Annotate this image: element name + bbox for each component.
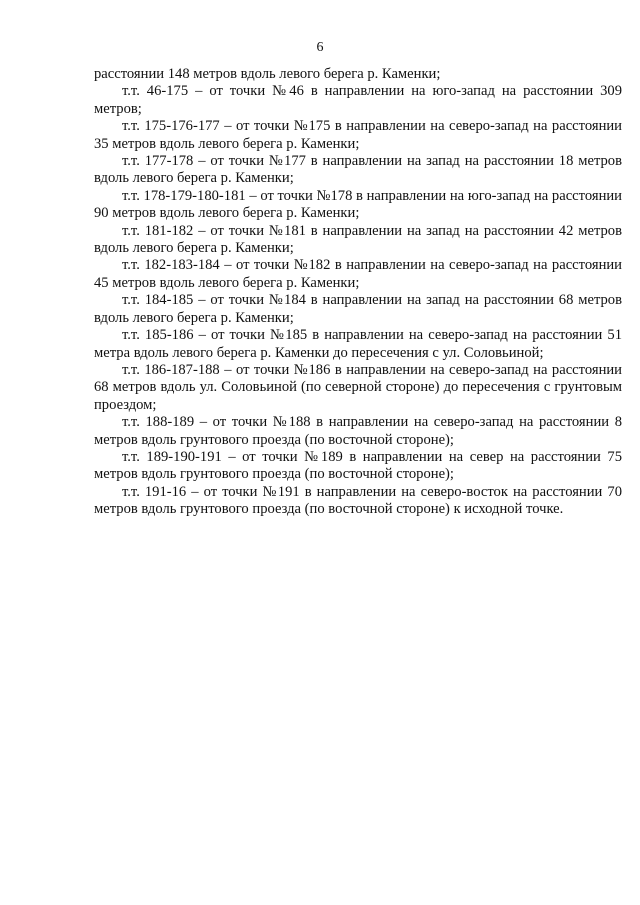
paragraph-segment-191-16: т.т. 191-16 – от точки №191 в направлении на северо-восток на расстоянии 70 метров вдоль грунтового проезда (по восточной стороне) к исходной точке. <box>94 483 622 518</box>
paragraph-segment-186-188: т.т. 186-187-188 – от точки №186 в направлении на северо-запад на расстоянии 68 метров вдоль ул. Соловьиной (по северной стороне) до пересечения с грунтовым проездом; <box>94 361 622 413</box>
paragraph-segment-189-191: т.т. 189-190-191 – от точки №189 в направлении на север на расстоянии 75 метров вдоль грунтового проезда (по восточной стороне); <box>94 448 622 483</box>
paragraph-segment-177-178: т.т. 177-178 – от точки №177 в направлении на запад на расстоянии 18 метров вдоль левого берега р. Каменки; <box>94 153 622 187</box>
paragraph-continuation: расстоянии 148 метров вдоль левого берега р. Каменки; <box>94 66 441 82</box>
document-body <box>94 66 622 519</box>
paragraph-segment-46-175: т.т. 46-175 – от точки №46 в направлении на юго-запад на расстоянии 309 метров; <box>94 83 622 117</box>
paragraph-segment-181-182: т.т. 181-182 – от точки №181 в направлении на запад на расстоянии 42 метров вдоль левого берега р. Каменки; <box>94 222 622 257</box>
page-number: 6 <box>316 40 324 55</box>
paragraph-segment-188-189: т.т. 188-189 – от точки №188 в направлении на северо-запад на расстоянии 8 метров вдоль грунтового проезда (по восточной стороне); <box>94 414 622 448</box>
paragraph-segment-178-181: т.т. 178-179-180-181 – от точки №178 в направлении на юго-запад на расстоянии 90 метров вдоль левого берега р. Каменки; <box>94 187 622 222</box>
paragraph-segment-185-186: т.т. 185-186 – от точки №185 в направлении на северо-запад на расстоянии 51 метра вдоль левого берега р. Каменки до пересечения с ул. Соловьиной; <box>94 327 622 361</box>
paragraph-segment-182-184: т.т. 182-183-184 – от точки №182 в направлении на северо-запад на расстоянии 45 метров вдоль левого берега р. Каменки; <box>94 257 622 291</box>
paragraph-segment-175-177: т.т. 175-176-177 – от точки №175 в направлении на северо-запад на расстоянии 35 метров вдоль левого берега р. Каменки; <box>94 118 622 152</box>
paragraph-segment-184-185: т.т. 184-185 – от точки №184 в направлении на запад на расстоянии 68 метров вдоль левого берега р. Каменки; <box>94 292 622 326</box>
